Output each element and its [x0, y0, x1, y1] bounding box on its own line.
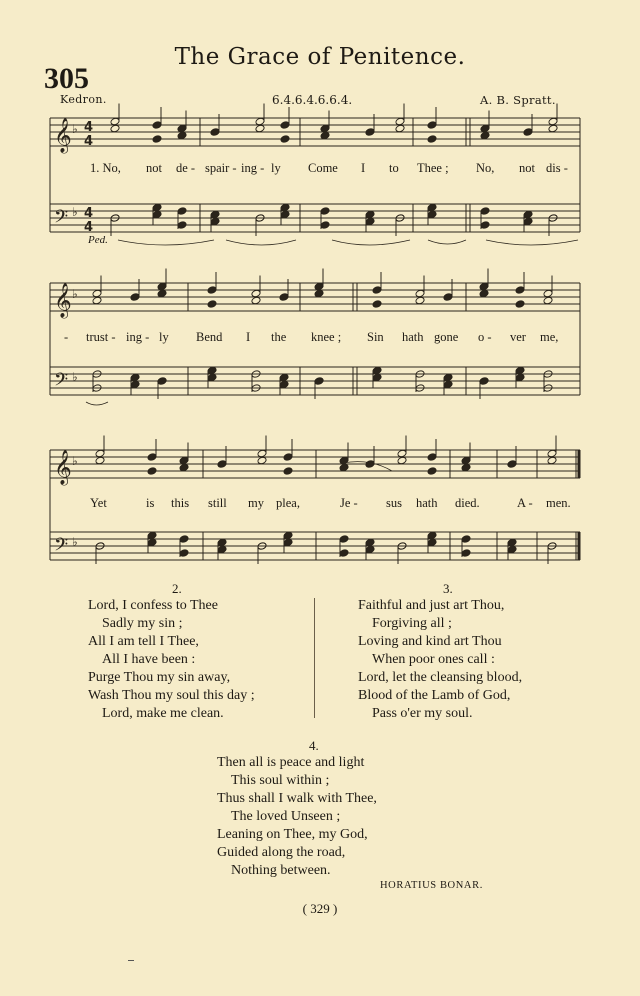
note-head [314, 377, 324, 386]
note-head [152, 121, 162, 130]
system2-lyrics [0, 330, 640, 350]
note-head [395, 124, 405, 133]
lyric: - [64, 330, 69, 344]
system1-treble-staff [50, 118, 580, 146]
lyric: Je - [340, 496, 358, 510]
note-head [547, 456, 557, 465]
note-head [507, 460, 517, 469]
flat-icon: ♭ [72, 370, 78, 384]
lyric: to [389, 161, 399, 175]
meter: 6.4.6.4.6.6.4. [272, 93, 353, 107]
note-head [479, 377, 489, 386]
note-head [210, 217, 220, 226]
verse-4-line: Nothing between. [231, 863, 331, 878]
note-head [177, 221, 187, 230]
lyric: hath [402, 330, 424, 344]
lyric: Bend [196, 330, 223, 344]
lyric: men. [546, 496, 571, 510]
lyric: 1. No, [90, 161, 121, 175]
note-head [515, 286, 525, 295]
note-head [507, 545, 517, 554]
treble-clef-icon: 𝄞 [54, 450, 72, 485]
note-head [372, 373, 382, 382]
note-head [251, 296, 261, 305]
bass-clef-icon: 𝄢 [54, 370, 69, 395]
lyric: plea, [276, 496, 300, 510]
lyric: Sin [367, 330, 384, 344]
note-head [177, 207, 187, 216]
time-sig-icon: 4 [84, 206, 94, 221]
time-sig-icon: 4 [84, 134, 94, 149]
note-head [314, 282, 324, 291]
note-head [461, 456, 471, 465]
note-head [547, 449, 557, 458]
verse-2-line: Wash Thou my soul this day ; [88, 688, 255, 703]
note-head [415, 289, 425, 298]
system3-treble-staff [50, 450, 580, 478]
lyric: ing - [241, 161, 265, 175]
note-head [415, 296, 425, 305]
note-head [179, 549, 189, 558]
system3-bass-staff [50, 532, 580, 560]
verse-2-line: All I am tell I Thee, [88, 634, 199, 649]
verse-4-line: This soul within ; [231, 773, 330, 788]
flat-icon: ♭ [72, 205, 78, 219]
lyric: hath [416, 496, 438, 510]
verse-3-line: Loving and kind art Thou [358, 634, 502, 649]
note-head [157, 377, 167, 386]
note-head [339, 535, 349, 544]
note-head [152, 203, 162, 212]
tune-name: Kedron. [60, 93, 107, 106]
note-head [110, 124, 120, 133]
note-head [152, 210, 162, 219]
verse-2-line: All I have been : [102, 652, 196, 667]
note-head [280, 121, 290, 130]
verse-3-line: Blood of the Lamb of God, [358, 688, 511, 703]
author: HORATIUS BONAR. [380, 880, 483, 891]
note-head [339, 463, 349, 472]
note-head [279, 293, 289, 302]
note-head [427, 531, 437, 540]
note-head [95, 449, 105, 458]
note-head [210, 128, 220, 137]
note-head [177, 124, 187, 133]
lyric: not [519, 161, 535, 175]
note-head [279, 380, 289, 389]
note-head [152, 135, 162, 144]
note-head [480, 131, 490, 140]
note-head [515, 366, 525, 375]
verse-2-number: 2. [172, 581, 182, 596]
note-head [365, 217, 375, 226]
lyric: is [146, 496, 155, 510]
lyric: my [248, 496, 264, 510]
lyric: died. [455, 496, 480, 510]
verse-2-line: Lord, I confess to Thee [88, 598, 218, 613]
flat-icon: ♭ [72, 535, 78, 549]
note-head [179, 463, 189, 472]
note-head [461, 463, 471, 472]
note-head [130, 293, 140, 302]
note-head [130, 373, 140, 382]
note-head [177, 131, 187, 140]
note-head [507, 538, 517, 547]
note-head [339, 549, 349, 558]
verse-2-line: Purge Thou my sin away, [88, 670, 231, 685]
note-head [210, 210, 220, 219]
lyric: knee ; [311, 330, 342, 344]
verse-4-line: Then all is peace and light [217, 755, 365, 770]
note-head [427, 210, 437, 219]
divider [128, 960, 134, 961]
verse-4-number: 4. [309, 738, 319, 753]
note-head [147, 453, 157, 462]
note-head [427, 135, 437, 144]
note-head [320, 221, 330, 230]
note-head [543, 289, 553, 298]
note-head [397, 449, 407, 458]
note-head [283, 453, 293, 462]
note-head [110, 117, 120, 126]
note-head [147, 531, 157, 540]
lyric: A - [517, 496, 533, 510]
pedal-slurs [86, 240, 578, 471]
note-head [179, 535, 189, 544]
note-head [365, 128, 375, 137]
flat-icon: ♭ [72, 454, 78, 468]
verse-2-line: Lord, make me clean. [102, 706, 224, 721]
lyric: ing - [126, 330, 150, 344]
note-head [320, 207, 330, 216]
note-head [217, 460, 227, 469]
note-head [130, 380, 140, 389]
hymn-title: The Grace of Penitence. [174, 44, 466, 70]
note-head [479, 282, 489, 291]
note-head [280, 210, 290, 219]
note-head [461, 535, 471, 544]
verse-3-line: When poor ones call : [372, 652, 495, 667]
bass-clef-icon: 𝄢 [54, 535, 69, 560]
note-head [479, 289, 489, 298]
note-head [372, 300, 382, 309]
treble-clef-icon: 𝄞 [54, 118, 72, 153]
note-head [548, 124, 558, 133]
hymn-number: 305 [44, 62, 89, 95]
lyric: Yet [90, 496, 107, 510]
composer: A. B. Spratt. [480, 93, 556, 107]
system1-bass-staff [50, 204, 580, 232]
note-head [365, 210, 375, 219]
note-head [427, 121, 437, 130]
note-head [207, 300, 217, 309]
verse-4-line: Leaning on Thee, my God, [217, 827, 368, 842]
lyric: spair - [205, 161, 237, 175]
note-head [523, 210, 533, 219]
lyric: Thee ; [417, 161, 449, 175]
note-head [427, 467, 437, 476]
note-head [339, 456, 349, 465]
lyric: I [246, 330, 251, 344]
note-head [543, 296, 553, 305]
note-head [320, 124, 330, 133]
lyric: I [361, 161, 366, 175]
lyric: dis - [546, 161, 568, 175]
note-head [257, 456, 267, 465]
note-head [157, 282, 167, 291]
lyric: trust - [86, 330, 116, 344]
note-head [443, 293, 453, 302]
flat-icon: ♭ [72, 122, 78, 136]
verse-3-line: Pass o'er my soul. [372, 706, 473, 721]
note-head [95, 456, 105, 465]
verse-4-line: The loved Unseen ; [231, 809, 341, 824]
note-head [372, 366, 382, 375]
note-head [320, 131, 330, 140]
lyric: o - [478, 330, 492, 344]
note-head [397, 456, 407, 465]
note-head [217, 545, 227, 554]
system3-lyrics [0, 496, 640, 516]
verse-2-line: Sadly my sin ; [102, 616, 183, 631]
lyric: the [271, 330, 287, 344]
lyric: Come [308, 161, 338, 175]
lyric: me, [540, 330, 559, 344]
verse-3-line: Forgiving all ; [372, 616, 452, 631]
note-head [92, 296, 102, 305]
bass-clef-icon: 𝄢 [54, 207, 69, 232]
note-head [443, 380, 453, 389]
lyric: No, [476, 161, 495, 175]
note-head [283, 531, 293, 540]
lyric: still [208, 496, 227, 510]
note-head [461, 549, 471, 558]
note-head [217, 538, 227, 547]
note-head [92, 289, 102, 298]
note-head [207, 286, 217, 295]
note-head [280, 203, 290, 212]
lyric: ver [510, 330, 526, 344]
note-head [395, 117, 405, 126]
lyric: ly [159, 330, 169, 344]
note-head [427, 538, 437, 547]
note-head [365, 545, 375, 554]
note-head [372, 286, 382, 295]
note-head [515, 300, 525, 309]
verse-4-line: Thus shall I walk with Thee, [217, 791, 377, 806]
lyric: de - [176, 161, 196, 175]
note-head [255, 117, 265, 126]
note-head [251, 289, 261, 298]
system1-lyrics [0, 161, 640, 181]
note-head [427, 453, 437, 462]
note-head [279, 373, 289, 382]
lyric: gone [434, 330, 459, 344]
note-head [480, 124, 490, 133]
note-head [207, 373, 217, 382]
note-head [480, 221, 490, 230]
note-head [280, 135, 290, 144]
treble-clef-icon: 𝄞 [54, 283, 72, 318]
note-head [548, 117, 558, 126]
pedal-mark: Ped. [88, 234, 108, 246]
verse-3-line: Lord, let the cleansing blood, [358, 670, 523, 685]
time-sig-icon: 4 [84, 220, 94, 235]
note-head [523, 128, 533, 137]
note-head [365, 538, 375, 547]
lyric: ly [271, 161, 281, 175]
verse-3-number: 3. [443, 581, 453, 596]
note-head [443, 373, 453, 382]
note-head [147, 467, 157, 476]
note-head [283, 467, 293, 476]
note-head [255, 124, 265, 133]
note-head [523, 217, 533, 226]
note-head [283, 538, 293, 547]
note-head [314, 289, 324, 298]
note-head [179, 456, 189, 465]
note-head [147, 538, 157, 547]
page-number: ( 329 ) [302, 901, 338, 916]
verse-divider [314, 598, 315, 718]
note-head [157, 289, 167, 298]
note-head [365, 460, 375, 469]
lyric: not [146, 161, 162, 175]
verse-3-line: Faithful and just art Thou, [358, 598, 505, 613]
note-head [257, 449, 267, 458]
time-sig-icon: 4 [84, 120, 94, 135]
verse-4-line: Guided along the road, [217, 845, 346, 860]
note-head [480, 207, 490, 216]
note-head [515, 373, 525, 382]
lyric: sus [386, 496, 402, 510]
note-head [427, 203, 437, 212]
flat-icon: ♭ [72, 287, 78, 301]
lyric: this [171, 496, 190, 510]
note-head [207, 366, 217, 375]
